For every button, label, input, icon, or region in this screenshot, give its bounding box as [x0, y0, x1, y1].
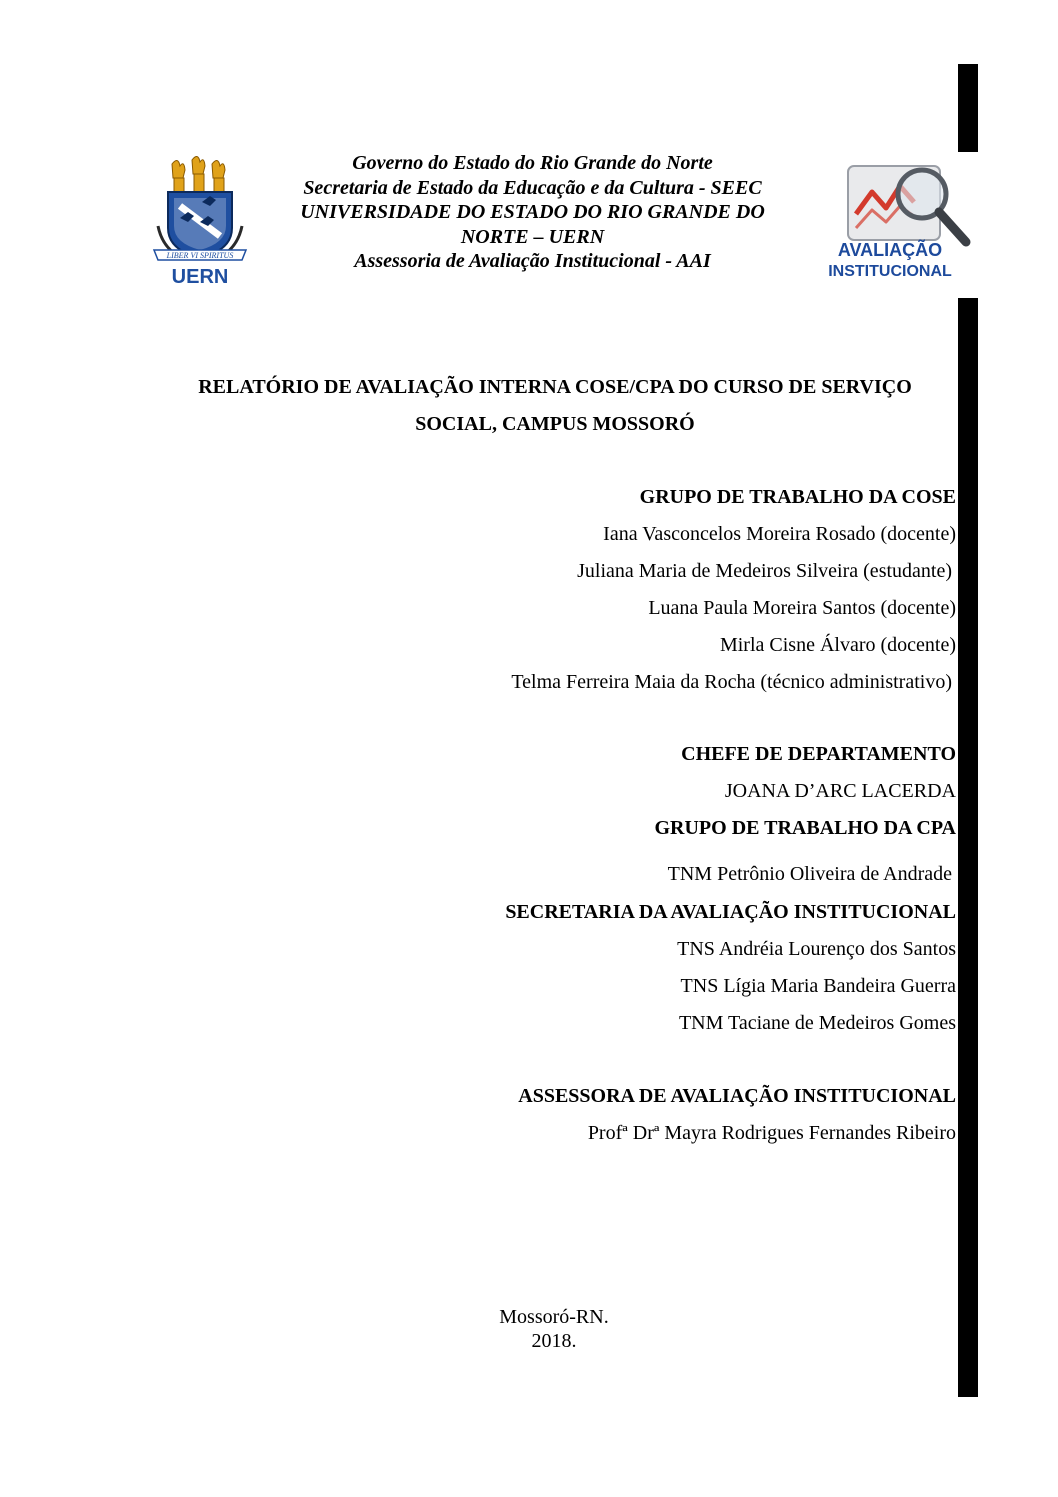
page-edge-bar-bottom [958, 298, 978, 1397]
uern-logo [150, 156, 250, 288]
secretaria-member: TNM Taciane de Medeiros Gomes [678, 1012, 956, 1034]
header-line-5: Assessoria de Avaliação Institucional - AAI [354, 250, 711, 272]
header-line-2: Secretaria de Estado da Educação e da Cultura - SEEC [303, 176, 762, 199]
cose-member: Telma Ferreira Maia da Rocha (técnico administrativo) [511, 671, 952, 693]
uern-ribbon-text: LIBER VI SPIRITUS [166, 251, 234, 260]
avaliacao-institucional-logo [826, 156, 976, 284]
secretaria-heading: SECRETARIA DA AVALIAÇÃO INSTITUCIONAL [505, 901, 956, 923]
cose-member: Luana Paula Moreira Santos (docente) [648, 597, 956, 619]
cpa-member: TNM Petrônio Oliveira de Andrade [667, 863, 952, 885]
report-title-line-2: SOCIAL, CAMPUS MOSSORÓ [415, 413, 695, 435]
chefe-name: JOANA D’ARC LACERDA [724, 780, 956, 802]
aai-logo-line-1: AVALIAÇÃO [837, 240, 943, 260]
header-line-3: UNIVERSIDADE DO ESTADO DO RIO GRANDE DO [300, 201, 765, 223]
cose-member: Juliana Maria de Medeiros Silveira (estudante) [577, 560, 952, 582]
chefe-heading: CHEFE DE DEPARTAMENTO [681, 743, 956, 765]
cpa-heading: GRUPO DE TRABALHO DA CPA [654, 817, 956, 839]
report-title [120, 369, 990, 443]
cose-member: Iana Vasconcelos Moreira Rosado (docente) [603, 523, 956, 545]
uern-caption: UERN [171, 266, 229, 288]
cose-heading: GRUPO DE TRABALHO DA COSE [639, 486, 956, 508]
cose-member: Mirla Cisne Álvaro (docente) [719, 634, 956, 656]
secretaria-member: TNS Lígia Maria Bandeira Guerra [680, 975, 956, 997]
aai-logo-line-2: INSTITUCIONAL [828, 263, 952, 280]
page-edge-bar-top [958, 64, 978, 152]
header-line-4: NORTE – UERN [460, 225, 605, 248]
footer [454, 1305, 654, 1353]
report-title-line-1: RELATÓRIO DE AVALIAÇÃO INTERNA COSE/CPA DO CURSO DE SERVIÇO [198, 376, 912, 398]
secretaria-member: TNS Andréia Lourenço dos Santos [677, 938, 956, 960]
assessora-name: Profª Drª Mayra Rodrigues Fernandes Ribeiro [587, 1122, 956, 1144]
institution-header [270, 151, 795, 274]
header-line-1: Governo do Estado do Rio Grande do Norte [352, 152, 713, 174]
footer-year: 2018. [531, 1330, 577, 1352]
footer-place: Mossoró-RN. [499, 1306, 609, 1328]
assessora-heading: ASSESSORA DE AVALIAÇÃO INSTITUCIONAL [518, 1085, 956, 1107]
